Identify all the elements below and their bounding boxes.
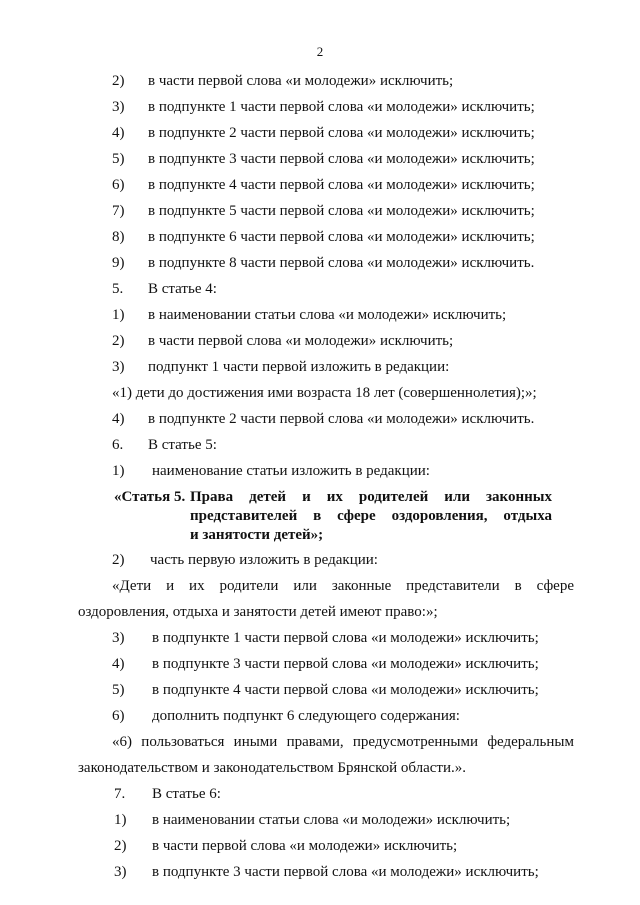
section-number: 5.: [112, 281, 124, 297]
article-title-line: Права детей и их родителей или законных: [190, 489, 552, 505]
item-number: 3): [112, 630, 125, 646]
item-number: 2): [112, 333, 125, 349]
item-number: 6): [112, 708, 125, 724]
quote-line: «Дети и их родители или законные представители в сфере: [112, 578, 574, 594]
item-text: в подпункте 4 части первой слова «и молодежи» исключить;: [148, 177, 535, 193]
section-number: 6.: [112, 437, 124, 453]
item-text: в наименовании статьи слова «и молодежи» исключить;: [152, 812, 511, 828]
item-text: в подпункте 5 части первой слова «и молодежи» исключить;: [148, 203, 535, 219]
item-text: в подпункте 1 части первой слова «и молодежи» исключить;: [148, 99, 535, 115]
item-text: в наименовании статьи слова «и молодежи» исключить;: [148, 307, 507, 323]
item-number: 2): [112, 552, 125, 568]
section-number: 7.: [114, 786, 126, 802]
item-text: в подпункте 4 части первой слова «и молодежи» исключить;: [152, 682, 539, 698]
item-number: 1): [114, 812, 127, 828]
item-text: дополнить подпункт 6 следующего содержания:: [152, 708, 460, 724]
section-text: В статье 5:: [148, 437, 217, 453]
item-number: 5): [112, 151, 125, 167]
item-text: в подпункте 8 части первой слова «и молодежи» исключить.: [148, 255, 535, 271]
item-number: 8): [112, 229, 125, 245]
item-number: 1): [112, 463, 125, 479]
item-text: в подпункте 2 части первой слова «и молодежи» исключить.: [148, 411, 535, 427]
item-number: 5): [112, 682, 125, 698]
item-number: 2): [114, 838, 127, 854]
item-text: в подпункте 3 части первой слова «и молодежи» исключить;: [152, 864, 539, 880]
quote-line: «1) дети до достижения ими возраста 18 лет (совершеннолетия);»;: [112, 385, 537, 401]
article-title-lead: «Статья 5.: [114, 489, 186, 505]
item-number: 3): [112, 99, 125, 115]
item-text: подпункт 1 части первой изложить в редакции:: [148, 359, 450, 375]
item-text: в подпункте 3 части первой слова «и молодежи» исключить;: [148, 151, 535, 167]
item-number: 4): [112, 656, 125, 672]
quote-line: законодательством и законодательством Брянской области.».: [78, 760, 467, 776]
page-number: 2: [316, 44, 324, 59]
item-number: 3): [114, 864, 127, 880]
quote-line: оздоровления, отдыха и занятости детей имеют право:»;: [78, 604, 438, 620]
item-number: 7): [112, 203, 125, 219]
item-text: в подпункте 1 части первой слова «и молодежи» исключить;: [152, 630, 539, 646]
item-number: 9): [112, 255, 125, 271]
item-number: 2): [112, 73, 125, 89]
item-number: 1): [112, 307, 125, 323]
item-text: в части первой слова «и молодежи» исключить;: [148, 333, 454, 349]
item-text: в подпункте 6 части первой слова «и молодежи» исключить;: [148, 229, 535, 245]
article-title-line: представителей в сфере оздоровления, отдыха: [190, 508, 552, 524]
item-number: 4): [112, 411, 125, 427]
section-text: В статье 6:: [152, 786, 221, 802]
item-number: 4): [112, 125, 125, 141]
quote-line: «6) пользоваться иными правами, предусмотренными федеральным: [112, 734, 574, 750]
section-text: В статье 4:: [148, 281, 217, 297]
item-number: 6): [112, 177, 125, 193]
item-text: в подпункте 3 части первой слова «и молодежи» исключить;: [152, 656, 539, 672]
item-text: в части первой слова «и молодежи» исключить;: [152, 838, 458, 854]
item-number: 3): [112, 359, 125, 375]
item-text: часть первую изложить в редакции:: [150, 552, 378, 568]
item-text: в части первой слова «и молодежи» исключить;: [148, 73, 454, 89]
item-text: в подпункте 2 части первой слова «и молодежи» исключить;: [148, 125, 535, 141]
article-title-line: и занятости детей»;: [190, 527, 324, 543]
item-text: наименование статьи изложить в редакции:: [152, 463, 430, 479]
